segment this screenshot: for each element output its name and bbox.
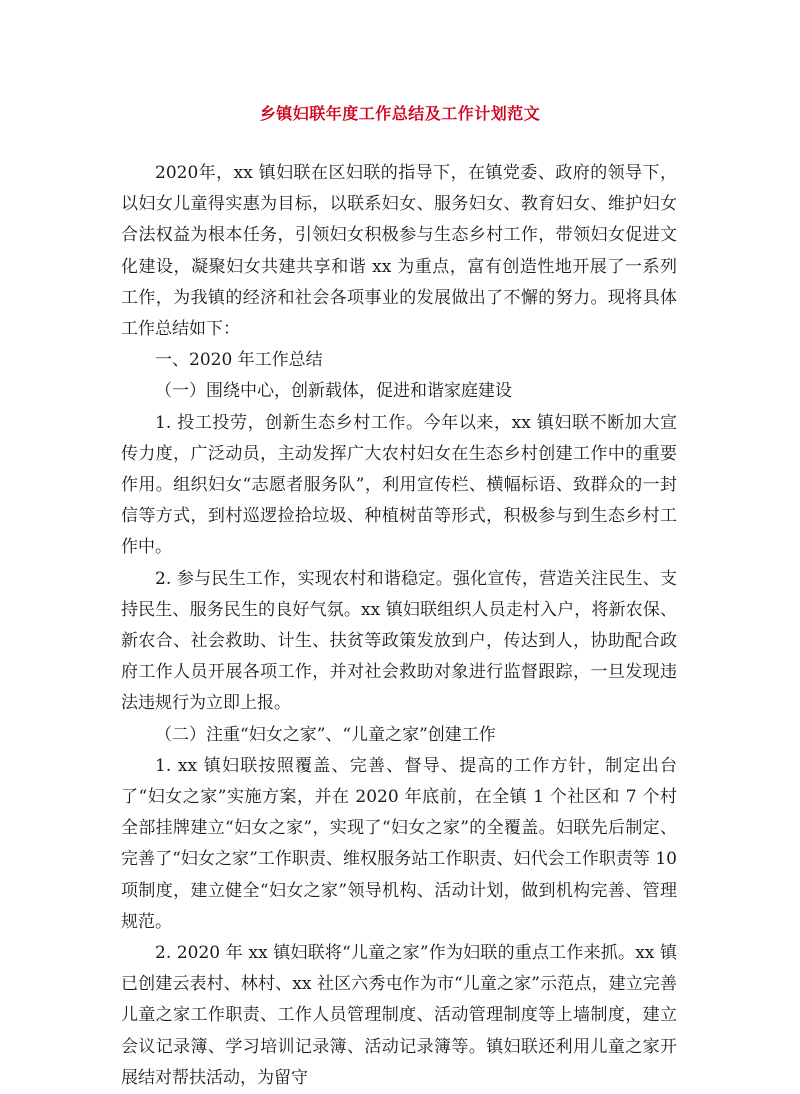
paragraph-item-2-1: 1. xx 镇妇联按照覆盖、完善、督导、提高的工作方针，制定出台了“妇女之家”实施方案，并在 2020 年底前，在全镇 1 个社区和 7 个村全部挂牌建立“妇女之家”，实现了“妇女之家”的全覆盖。妇联先后制定、完善了“妇女之家”工作职责、维权服务站工作职责、妇代会工作职责等 10 项制度，建立健全“妇女之家”领导机构、活动计划，做到机构完善、管理规范。: [121, 755, 677, 932]
paragraph-item-2-2: 2. 2020 年 xx 镇妇联将“儿童之家”作为妇联的重点工作来抓。xx 镇已创建云表村、林村、xx 社区六秀屯作为市“儿童之家”示范点，建立完善儿童之家工作职责、工作人员管理制度、活动管理制度等上墙制度，建立会议记录簿、学习培训记录簿、活动记录簿等。镇妇联还利用儿童之家开展结对帮扶活动，为留守: [121, 943, 677, 1088]
document-title: 乡镇妇联年度工作总结及工作计划范文: [259, 104, 541, 123]
paragraph-item-1-2: 2. 参与民生工作，实现农村和谐稳定。强化宣传，营造关注民生、支持民生、服务民生的良好气氛。xx 镇妇联组织人员走村入户，将新农保、新农合、社会救助、计生、扶贫等政策发放到户，传达到人，协助配合政府工作人员开展各项工作，并对社会救助对象进行监督跟踪，一旦发现违法违规行为立即上报。: [121, 568, 677, 714]
subsection-heading-1: （一）围绕中心，创新载体，促进和谐家庭建设: [155, 381, 512, 402]
document-body: [121, 158, 677, 1094]
subsection-heading-2: （二）注重“妇女之家”、“儿童之家”创建工作: [155, 724, 496, 745]
section-heading-1: 一、2020 年工作总结: [155, 350, 323, 371]
paragraph-intro: 2020年，xx 镇妇联在区妇联的指导下，在镇党委、政府的领导下，以妇女儿童得实惠为目标，以联系妇女、服务妇女、教育妇女、维护妇女合法权益为根本任务，引领妇女积极参与生态乡村工作，带领妇女促进文化建设，凝聚妇女共建共享和谐 xx 为重点，富有创造性地开展了一系列工作，为我镇的经济和社会各项事业的发展做出了不懈的努力。现将具体工作总结如下：: [121, 163, 677, 340]
paragraph-item-1-1: 1. 投工投劳，创新生态乡村工作。今年以来，xx 镇妇联不断加大宣传力度，广泛动员，主动发挥广大农村妇女在生态乡村创建工作中的重要作用。组织妇女“志愿者服务队”，利用宣传栏、横幅标语、致群众的一封信等方式，到村巡逻捡拾垃圾、种植树苗等形式，积极参与到生态乡村工作中。: [121, 412, 677, 558]
